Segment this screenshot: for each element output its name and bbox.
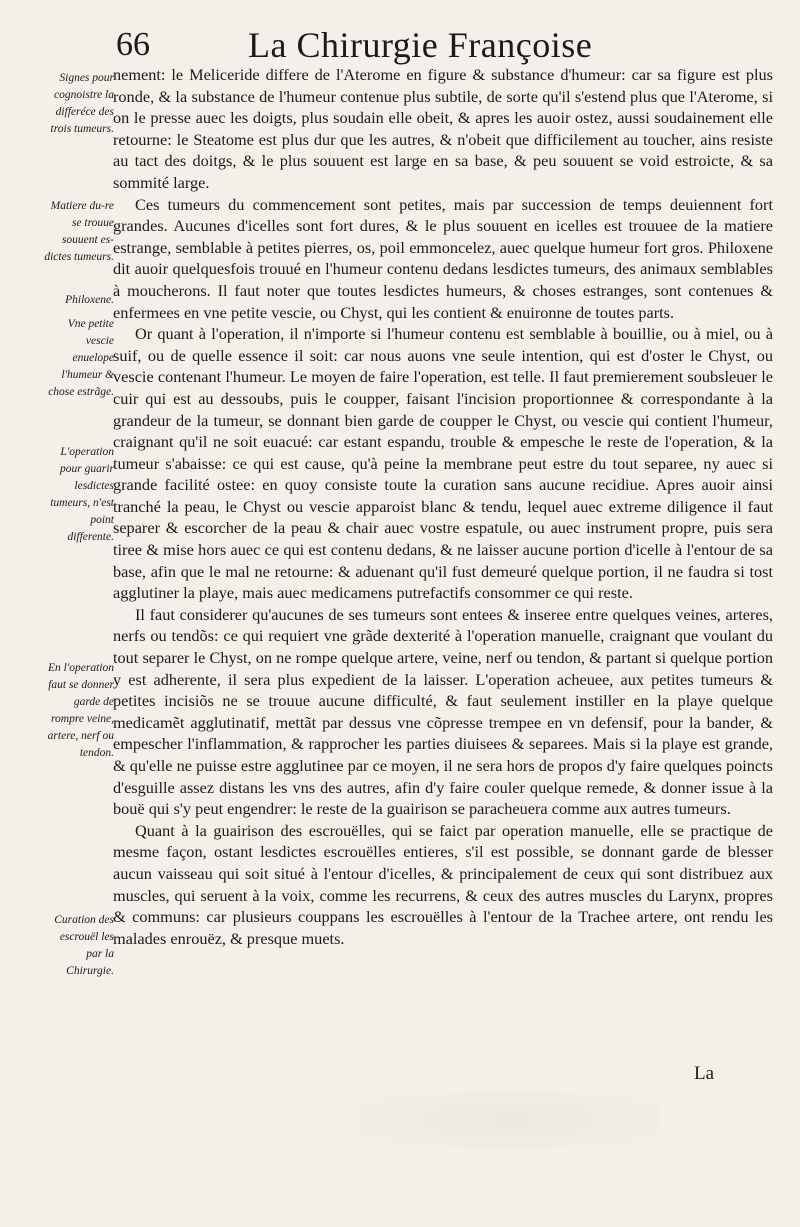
margin-note-philoxene: Philoxene. — [65, 294, 114, 306]
margin-note-garde: En l'operation faut se donner garde de rompre veine, artere, nerf ou tendon. — [47, 662, 114, 759]
main-text — [113, 64, 773, 948]
margin-note-signes: Signes pour cognoistre la differéce des trois tumeurs. — [50, 72, 114, 135]
paragraph: Quant à la guairison des escrouëlles, qui se faict par operation manuelle, elle se practique de mesme façon, ostant lesdictes escrouëlles entieres, s'il est possible, se donnant garde de blesser aucun vaisseau qui soit situé à l'entour d'icelles, & principalement de ceux qui sont distribuez aux muscles, qui seruent à la voix, comme les recurrens, & ceux des autres muscles du Larynx, propres & communs: car plusieurs couppans les escrouëlles à l'entour de la Trachee artere, ont rendu les malades enrouëz, & presque muets. — [113, 820, 773, 948]
catchword: La — [694, 1063, 715, 1084]
paragraph: Ces tumeurs du commencement sont petites, mais par succession de temps deuiennent fort grandes. Aucunes d'icelles sont fort dures, & le plus souuent en icelles est trouuee de la matiere estrange, semblable à petites pierres, os, poil emmoncelez, auec quelque humeur fort gros. Philoxene dit auoir quelquesfois trouué en l'humeur contenu dedans lesdictes tumeurs, des animaux semblables à moucherons. Il faut noter que toutes lesdictes humeurs, & choses estranges, sont contenues & enfermees en vne petite vescie, ou Chyst, qui les contient & enuironne de toutes parts. — [113, 194, 773, 322]
margin-note-curation: Curation des escrouël les par la Chirurgie. — [54, 914, 114, 977]
margin-note-operation: L'operation pour guarir lesdictes tumeurs, n'est point differente. — [50, 446, 114, 543]
margin-notes — [42, 70, 114, 977]
page-number: 66 — [116, 26, 150, 63]
paragraph: nement: le Meliceride differe de l'Aterome en figure & substance d'humeur: car sa figure est plus ronde, & la substance de l'humeur contenue plus subtile, de sorte qu'il s'estend plus que l'Aterome, si on le presse auec les doigts, plus soudain elle obeit, & apres les auoir ostez, aussi soudainement elle retourne: le Steatome est plus dur que les autres, & n'obeit que difficilement au toucher, ains resiste au tact des doitgs, & le plus souuent est large en sa base, & peu souuent se void estroicte, & sa sommité large. — [113, 65, 773, 192]
paragraph: Il faut considerer qu'aucunes de ses tumeurs sont entees & inseree entre quelques veines, arteres, nerfs ou tendõs: ce qui requiert vne grãde dexterité à l'operation manuelle, craignant que voulant du tout separer le Chyst, on ne rompe quelque artere, veine, nerf ou tendon, & partant si quelque portion y est adherente, il sera plus expedient de la laisser. L'operation acheuee, aux petites tumeurs & petites incisiõs ne se trouue aucune difficulté, & faut seulement instiller en la playe quelque medicamẽt agglutinatif, mettãt par dessus vne cõpresse trempee en vn defensif, pour la bander, & empescher l'inflammation, & rapprocher les parties diuisees & separees. Mais si la playe est grande, & qu'elle ne puisse estre agglutinee par ce moyen, il ne sera hors de propos d'y faire quelques poincts d'esguille assez distans les vns des autres, afin d'y faire couler quelque remede, & donner issue à la bouë qui s'y peut engendrer: le reste de la guairison se paracheuera comme aux autres tumeurs. — [113, 604, 773, 819]
paper-bleed-through — [360, 1090, 660, 1150]
margin-note-matiere: Matiere du-re se trouue souuent es-dictes tumeurs. — [44, 200, 114, 263]
page-header — [112, 22, 772, 68]
margin-note-petite-vescie: Vne petite vescie enuelope l'humeur & chose estrãge. — [48, 318, 114, 398]
paragraph: Or quant à l'operation, il n'importe si l'humeur contenu est semblable à bouillie, ou à miel, ou à suif, ou de quelle essence il soit: car nous auons vne seule intention, qui est d'oster le Chyst, ou vescie contenant l'humeur. Le moyen de faire l'operation, est telle. Il faut premierement soubsleuer le cuir qui est au dessoubs, puis le coupper, faisant l'incision proportionnee & correspondante à la grandeur de la tumeur, se donnant bien garde de coupper le Chyst, ou vescie qui contient l'humeur, craignant qu'il ne soit euacué: car estant espandu, trouble & empesche le reste de l'operation, & la tumeur s'abaisse: ce qui est cause, qu'à peine la membrane peut estre du tout separee, ny auec si grande facilité ostee: en quoy consiste toute la curation sans aucune recidiue. Apres auoir ainsi tranché la peau, le Chyst ou vescie apparoist blanc & tendu, lequel auec extreme diligence il faut separer & escorcher de la peau & chair auec vostre espatule, ou auec instrument propre, puis sera tiree & mise hors auec ce qui est contenu dedans, & ne laisser aucune portion d'icelle à l'entour de sa base, afin que le mal ne retourne: & aduenant qu'il fust demeuré quelque portion, il ne faudra si tost agglutiner la playe, mais auec medicamens putrefactifs consommer ce qui reste. — [113, 324, 773, 603]
running-title: La Chirurgie Françoise — [248, 25, 593, 65]
